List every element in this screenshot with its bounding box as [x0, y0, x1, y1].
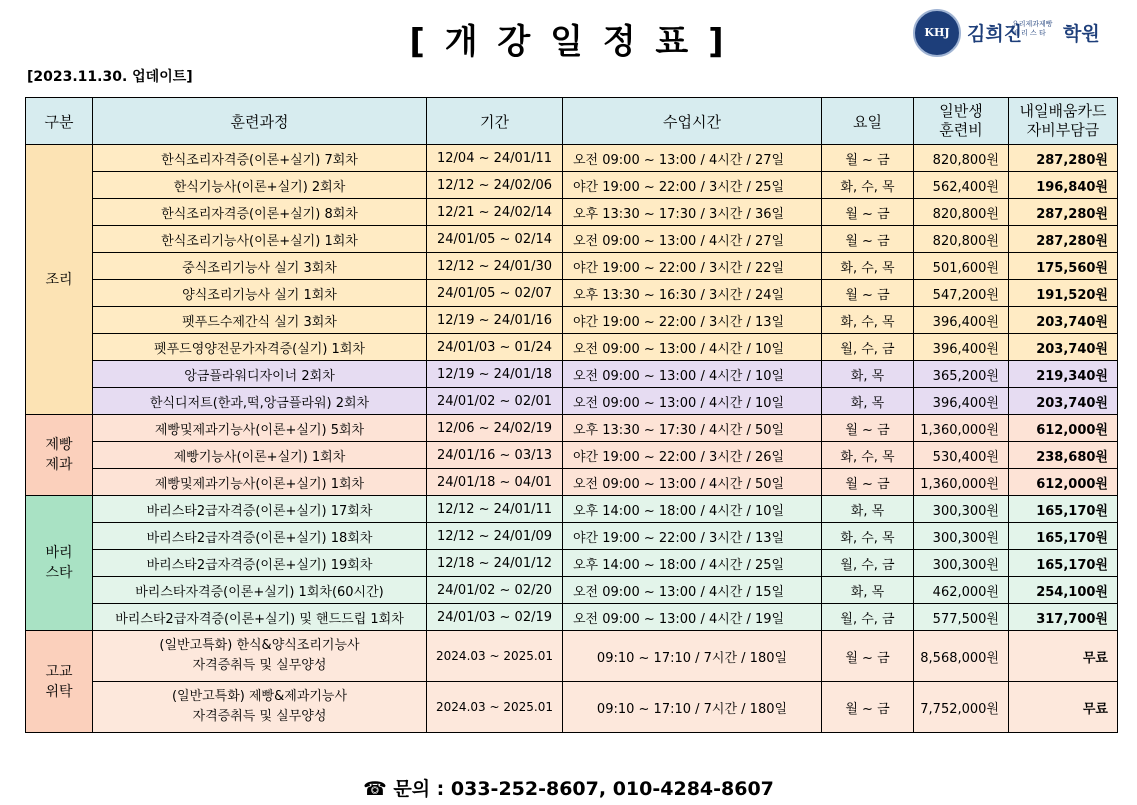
time-cell: 야간 19:00 ~ 22:00 / 3시간 / 13일	[563, 523, 822, 550]
table-row	[26, 226, 1118, 253]
period-cell: 24/01/02 ~ 02/20	[427, 577, 563, 604]
fee-cell: 1,360,000원	[914, 415, 1009, 442]
course-cell: 중식조리기능사 실기 3회차	[93, 253, 427, 280]
time-cell: 오전 09:00 ~ 13:00 / 4시간 / 19일	[563, 604, 822, 631]
self-pay-cell: 165,170원	[1009, 496, 1118, 523]
fee-cell: 547,200원	[914, 280, 1009, 307]
days-cell: 화, 수, 목	[822, 442, 914, 469]
header-self-pay-line1: 내일배움카드	[1019, 102, 1107, 120]
academy-emblem-icon: KHJ	[913, 9, 961, 57]
category-cooking: 조리	[26, 145, 93, 415]
header-fee-line1: 일반생	[939, 102, 983, 120]
self-pay-cell: 219,340원	[1009, 361, 1118, 388]
table-row	[26, 253, 1118, 280]
time-cell: 오후 13:30 ~ 16:30 / 3시간 / 24일	[563, 280, 822, 307]
table-row	[26, 604, 1118, 631]
period-cell: 12/04 ~ 24/01/11	[427, 145, 563, 172]
category-highschool-line1: 고교	[45, 663, 73, 680]
table-row	[26, 334, 1118, 361]
self-pay-cell: 287,280원	[1009, 145, 1118, 172]
period-cell: 24/01/05 ~ 02/07	[427, 280, 563, 307]
course-cell	[93, 631, 427, 682]
table-row	[26, 388, 1118, 415]
course-line2: 자격증취득 및 실무양성	[192, 658, 327, 673]
course-cell: 한식조리자격증(이론+실기) 7회차	[93, 145, 427, 172]
period-cell: 12/21 ~ 24/02/14	[427, 199, 563, 226]
period-cell: 12/18 ~ 24/01/12	[427, 550, 563, 577]
days-cell: 월 ~ 금	[822, 280, 914, 307]
course-cell: 바리스타2급자격증(이론+실기) 18회차	[93, 523, 427, 550]
period-cell: 12/12 ~ 24/01/09	[427, 523, 563, 550]
days-cell: 화, 수, 목	[822, 307, 914, 334]
time-cell: 오후 14:00 ~ 18:00 / 4시간 / 10일	[563, 496, 822, 523]
header-period: 기간	[427, 98, 563, 145]
period-cell: 12/12 ~ 24/01/30	[427, 253, 563, 280]
days-cell: 화, 목	[822, 361, 914, 388]
time-cell: 오후 14:00 ~ 18:00 / 4시간 / 25일	[563, 550, 822, 577]
table-row	[26, 361, 1118, 388]
table-row	[26, 280, 1118, 307]
course-cell: 제빵및제과기능사(이론+실기) 5회차	[93, 415, 427, 442]
fee-cell: 820,800원	[914, 199, 1009, 226]
self-pay-cell: 165,170원	[1009, 523, 1118, 550]
fee-cell: 1,360,000원	[914, 469, 1009, 496]
course-cell: 한식기능사(이론+실기) 2회차	[93, 172, 427, 199]
logo-subtitle-bottom: 바 리 스 타	[1012, 29, 1046, 37]
fee-cell: 530,400원	[914, 442, 1009, 469]
category-highschool	[26, 631, 93, 733]
table-row	[26, 145, 1118, 172]
time-cell: 오전 09:00 ~ 13:00 / 4시간 / 10일	[563, 388, 822, 415]
table-row	[26, 442, 1118, 469]
course-cell: 한식디저트(한과,떡,앙금플라워) 2회차	[93, 388, 427, 415]
table-row	[26, 172, 1118, 199]
academy-logo	[913, 7, 1103, 63]
self-pay-cell: 무료	[1009, 682, 1118, 733]
time-cell: 09:10 ~ 17:10 / 7시간 / 180일	[563, 682, 822, 733]
time-cell: 오후 13:30 ~ 17:30 / 3시간 / 36일	[563, 199, 822, 226]
fee-cell: 396,400원	[914, 307, 1009, 334]
schedule-table	[25, 97, 1118, 733]
fee-cell: 300,300원	[914, 550, 1009, 577]
days-cell: 화, 수, 목	[822, 523, 914, 550]
time-cell: 오전 09:00 ~ 13:00 / 4시간 / 27일	[563, 226, 822, 253]
time-cell: 야간 19:00 ~ 22:00 / 3시간 / 22일	[563, 253, 822, 280]
fee-cell: 300,300원	[914, 496, 1009, 523]
self-pay-cell: 254,100원	[1009, 577, 1118, 604]
period-cell: 12/12 ~ 24/02/06	[427, 172, 563, 199]
self-pay-cell: 612,000원	[1009, 469, 1118, 496]
course-cell: 제빵기능사(이론+실기) 1회차	[93, 442, 427, 469]
self-pay-cell: 612,000원	[1009, 415, 1118, 442]
table-row	[26, 682, 1118, 733]
table-header-row	[26, 98, 1118, 145]
days-cell: 화, 목	[822, 496, 914, 523]
fee-cell: 396,400원	[914, 334, 1009, 361]
contact-info: ☎ 문의 : 033-252-8607, 010-4284-8607	[363, 778, 774, 800]
period-cell: 2024.03 ~ 2025.01	[427, 631, 563, 682]
fee-cell: 501,600원	[914, 253, 1009, 280]
period-cell: 24/01/18 ~ 04/01	[427, 469, 563, 496]
time-cell: 야간 19:00 ~ 22:00 / 3시간 / 26일	[563, 442, 822, 469]
fee-cell: 8,568,000원	[914, 631, 1009, 682]
header-fee	[914, 98, 1009, 145]
days-cell: 월, 수, 금	[822, 334, 914, 361]
course-cell: 펫푸드수제간식 실기 3회차	[93, 307, 427, 334]
days-cell: 월 ~ 금	[822, 682, 914, 733]
days-cell: 월 ~ 금	[822, 415, 914, 442]
course-cell: 바리스타2급자격증(이론+실기) 및 핸드드립 1회차	[93, 604, 427, 631]
self-pay-cell: 175,560원	[1009, 253, 1118, 280]
time-cell: 야간 19:00 ~ 22:00 / 3시간 / 13일	[563, 307, 822, 334]
period-cell: 2024.03 ~ 2025.01	[427, 682, 563, 733]
days-cell: 화, 수, 목	[822, 172, 914, 199]
time-cell: 오후 13:30 ~ 17:30 / 4시간 / 50일	[563, 415, 822, 442]
time-cell: 오전 09:00 ~ 13:00 / 4시간 / 50일	[563, 469, 822, 496]
course-cell: 양식조리기능사 실기 1회차	[93, 280, 427, 307]
table-row	[26, 415, 1118, 442]
header-days: 요일	[822, 98, 914, 145]
self-pay-cell: 203,740원	[1009, 307, 1118, 334]
logo-subtitle-top: 요리제과제빵	[1012, 20, 1053, 28]
time-cell: 야간 19:00 ~ 22:00 / 3시간 / 25일	[563, 172, 822, 199]
header-self-pay	[1009, 98, 1118, 145]
self-pay-cell: 238,680원	[1009, 442, 1118, 469]
table-row	[26, 199, 1118, 226]
fee-cell: 300,300원	[914, 523, 1009, 550]
fee-cell: 7,752,000원	[914, 682, 1009, 733]
table-row	[26, 307, 1118, 334]
days-cell: 월 ~ 금	[822, 631, 914, 682]
fee-cell: 820,800원	[914, 145, 1009, 172]
period-cell: 12/19 ~ 24/01/16	[427, 307, 563, 334]
course-cell: 앙금플라워디자이너 2회차	[93, 361, 427, 388]
category-baking	[26, 415, 93, 496]
category-baking-line1: 제빵	[45, 437, 73, 453]
days-cell: 월, 수, 금	[822, 550, 914, 577]
fee-cell: 577,500원	[914, 604, 1009, 631]
self-pay-cell: 287,280원	[1009, 226, 1118, 253]
table-row	[26, 523, 1118, 550]
period-cell: 24/01/05 ~ 02/14	[427, 226, 563, 253]
course-cell: 바리스타2급자격증(이론+실기) 19회차	[93, 550, 427, 577]
course-cell: 한식조리기능사(이론+실기) 1회차	[93, 226, 427, 253]
category-barista	[26, 496, 93, 631]
period-cell: 12/12 ~ 24/01/11	[427, 496, 563, 523]
header-course: 훈련과정	[93, 98, 427, 145]
period-cell: 24/01/03 ~ 01/24	[427, 334, 563, 361]
course-line2: 자격증취득 및 실무양성	[192, 709, 327, 724]
category-barista-line1: 바리	[45, 545, 73, 561]
header-class-time: 수업시간	[563, 98, 822, 145]
days-cell: 월 ~ 금	[822, 469, 914, 496]
course-line1: (일반고특화) 제빵&제과기능사	[171, 689, 348, 704]
self-pay-cell: 203,740원	[1009, 388, 1118, 415]
days-cell: 월 ~ 금	[822, 145, 914, 172]
period-cell: 24/01/16 ~ 03/13	[427, 442, 563, 469]
update-date: [2023.11.30. 업데이트]	[27, 69, 193, 85]
category-baking-line2: 제과	[45, 457, 73, 473]
days-cell: 월 ~ 금	[822, 226, 914, 253]
self-pay-cell: 317,700원	[1009, 604, 1118, 631]
header-fee-line2: 훈련비	[939, 121, 983, 139]
self-pay-cell: 191,520원	[1009, 280, 1118, 307]
course-cell: 한식조리자격증(이론+실기) 8회차	[93, 199, 427, 226]
period-cell: 24/01/02 ~ 02/01	[427, 388, 563, 415]
logo-subtitle	[1012, 20, 1053, 38]
table-row	[26, 469, 1118, 496]
days-cell: 화, 수, 목	[822, 253, 914, 280]
fee-cell: 365,200원	[914, 361, 1009, 388]
course-cell: 제빵및제과기능사(이론+실기) 1회차	[93, 469, 427, 496]
course-cell: 바리스타2급자격증(이론+실기) 17회차	[93, 496, 427, 523]
category-highschool-line2: 위탁	[45, 683, 73, 700]
days-cell: 화, 목	[822, 388, 914, 415]
header-self-pay-line2: 자비부담금	[1026, 121, 1100, 139]
fee-cell: 396,400원	[914, 388, 1009, 415]
course-cell: 펫푸드영양전문가자격증(실기) 1회차	[93, 334, 427, 361]
logo-name: 김희진	[967, 23, 1023, 45]
category-barista-line2: 스타	[45, 565, 73, 581]
time-cell: 오전 09:00 ~ 13:00 / 4시간 / 27일	[563, 145, 822, 172]
period-cell: 12/19 ~ 24/01/18	[427, 361, 563, 388]
time-cell: 09:10 ~ 17:10 / 7시간 / 180일	[563, 631, 822, 682]
days-cell: 월, 수, 금	[822, 604, 914, 631]
time-cell: 오전 09:00 ~ 13:00 / 4시간 / 15일	[563, 577, 822, 604]
course-line1: (일반고특화) 한식&양식조리기능사	[159, 638, 360, 653]
table-row	[26, 496, 1118, 523]
header-category: 구분	[26, 98, 93, 145]
course-cell: 바리스타자격증(이론+실기) 1회차(60시간)	[93, 577, 427, 604]
course-cell	[93, 682, 427, 733]
fee-cell: 562,400원	[914, 172, 1009, 199]
logo-name-suffix: 학원	[1063, 23, 1100, 45]
time-cell: 오전 09:00 ~ 13:00 / 4시간 / 10일	[563, 334, 822, 361]
days-cell: 월 ~ 금	[822, 199, 914, 226]
self-pay-cell: 196,840원	[1009, 172, 1118, 199]
period-cell: 24/01/03 ~ 02/19	[427, 604, 563, 631]
fee-cell: 462,000원	[914, 577, 1009, 604]
days-cell: 화, 목	[822, 577, 914, 604]
table-row	[26, 577, 1118, 604]
page-title: [ 개 강 일 정 표 ]	[409, 22, 728, 62]
table-row	[26, 550, 1118, 577]
fee-cell: 820,800원	[914, 226, 1009, 253]
self-pay-cell: 287,280원	[1009, 199, 1118, 226]
self-pay-cell: 무료	[1009, 631, 1118, 682]
period-cell: 12/06 ~ 24/02/19	[427, 415, 563, 442]
table-row	[26, 631, 1118, 682]
self-pay-cell: 203,740원	[1009, 334, 1118, 361]
self-pay-cell: 165,170원	[1009, 550, 1118, 577]
time-cell: 오전 09:00 ~ 13:00 / 4시간 / 10일	[563, 361, 822, 388]
